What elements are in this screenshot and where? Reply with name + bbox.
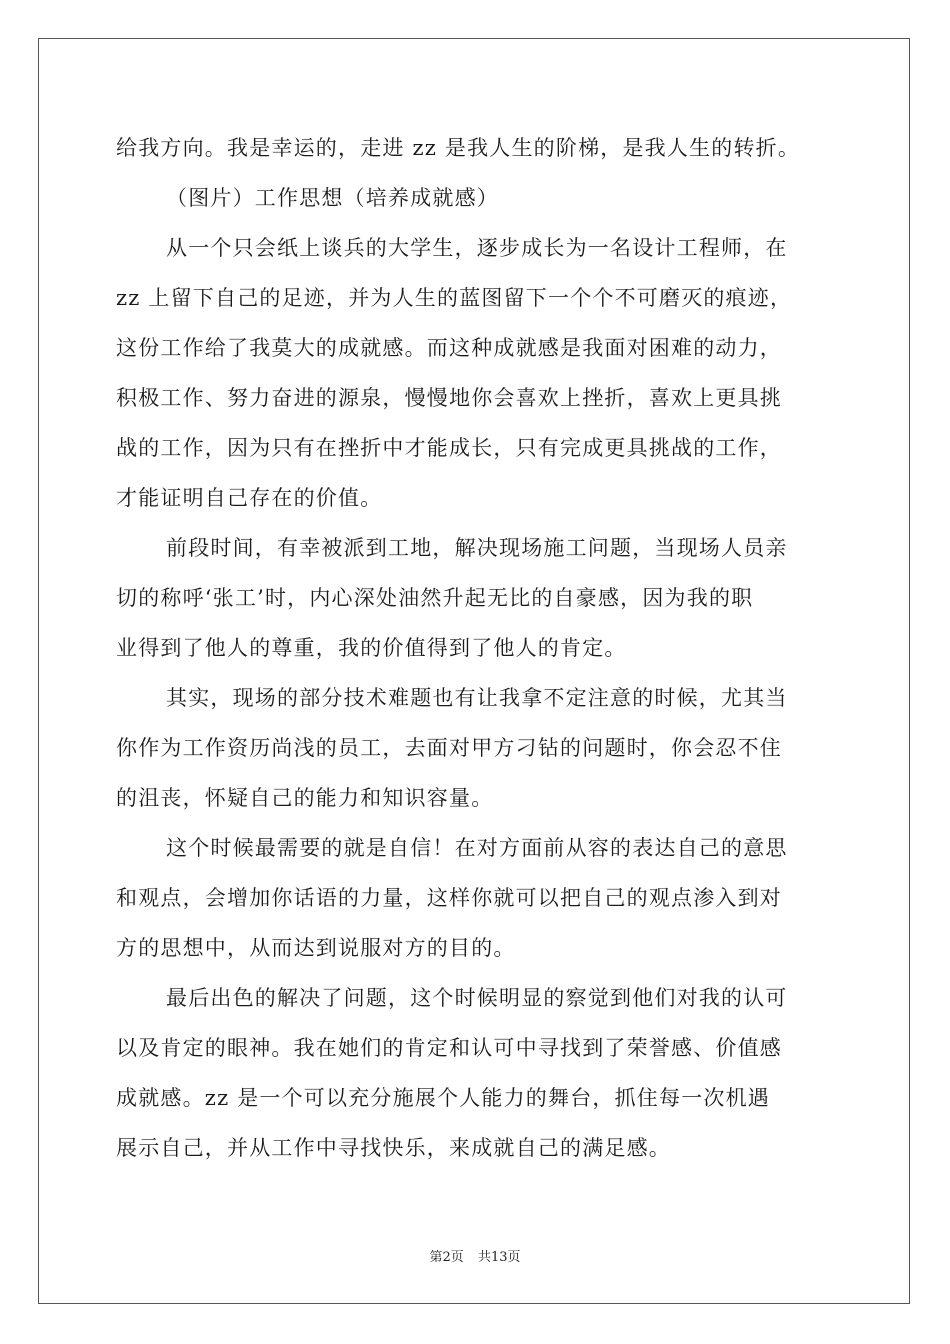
text-line: 战的工作，因为只有在挫折中才能成长，只有完成更具挑战的工作， xyxy=(116,436,782,460)
text-line: 方的思想中，从而达到说服对方的目的。 xyxy=(116,936,516,960)
text-line: 业得到了他人的尊重，我的价值得到了他人的肯定。 xyxy=(116,636,627,660)
text-line: 切的称呼‘张工’时，内心深处油然升起无比的自豪感，因为我的职 xyxy=(116,586,754,610)
text-line: zz 上留下自己的足迹，并为人生的蓝图留下一个个不可磨灭的痕迹， xyxy=(116,286,793,310)
text-line: 的沮丧，怀疑自己的能力和知识容量。 xyxy=(116,786,494,810)
page-footer xyxy=(0,1246,950,1265)
text-line: 才能证明自己存在的价值。 xyxy=(116,486,383,510)
text-line: 这份工作给了我莫大的成就感。而这种成就感是我面对困难的动力， xyxy=(116,336,782,360)
text-line: 前段时间，有幸被派到工地，解决现场施工问题，当现场人员亲 xyxy=(166,536,788,560)
page-total: 共13页 xyxy=(477,1250,521,1265)
text-line: 其实，现场的部分技术难题也有让我拿不定注意的时候，尤其当 xyxy=(166,686,788,710)
text-line: 展示自己，并从工作中寻找快乐，来成就自己的满足感。 xyxy=(116,1136,671,1160)
text-line: 成就感。zz 是一个可以充分施展个人能力的舞台，抓住每一次机遇 xyxy=(116,1086,771,1110)
text-line: 从一个只会纸上谈兵的大学生，逐步成长为一名设计工程师，在 xyxy=(166,236,788,260)
text-line: 和观点，会增加你话语的力量，这样你就可以把自己的观点渗入到对 xyxy=(116,886,782,910)
text-line: 积极工作、努力奋进的源泉，慢慢地你会喜欢上挫折，喜欢上更具挑 xyxy=(116,386,782,410)
page-number: 第2页 xyxy=(429,1250,464,1265)
text-line: （图片）工作思想（培养成就感） xyxy=(166,186,499,210)
text-line: 给我方向。我是幸运的，走进 zz 是我人生的阶梯，是我人生的转折。 xyxy=(116,136,801,160)
text-line: 最后出色的解决了问题，这个时候明显的察觉到他们对我的认可 xyxy=(166,986,788,1010)
text-line: 这个时候最需要的就是自信！在对方面前从容的表达自己的意思 xyxy=(166,836,788,860)
text-line: 以及肯定的眼神。我在她们的肯定和认可中寻找到了荣誉感、价值感 xyxy=(116,1036,782,1060)
text-line: 你作为工作资历尚浅的员工，去面对甲方刁钻的问题时，你会忍不住 xyxy=(116,736,782,760)
document-body xyxy=(116,128,836,1178)
